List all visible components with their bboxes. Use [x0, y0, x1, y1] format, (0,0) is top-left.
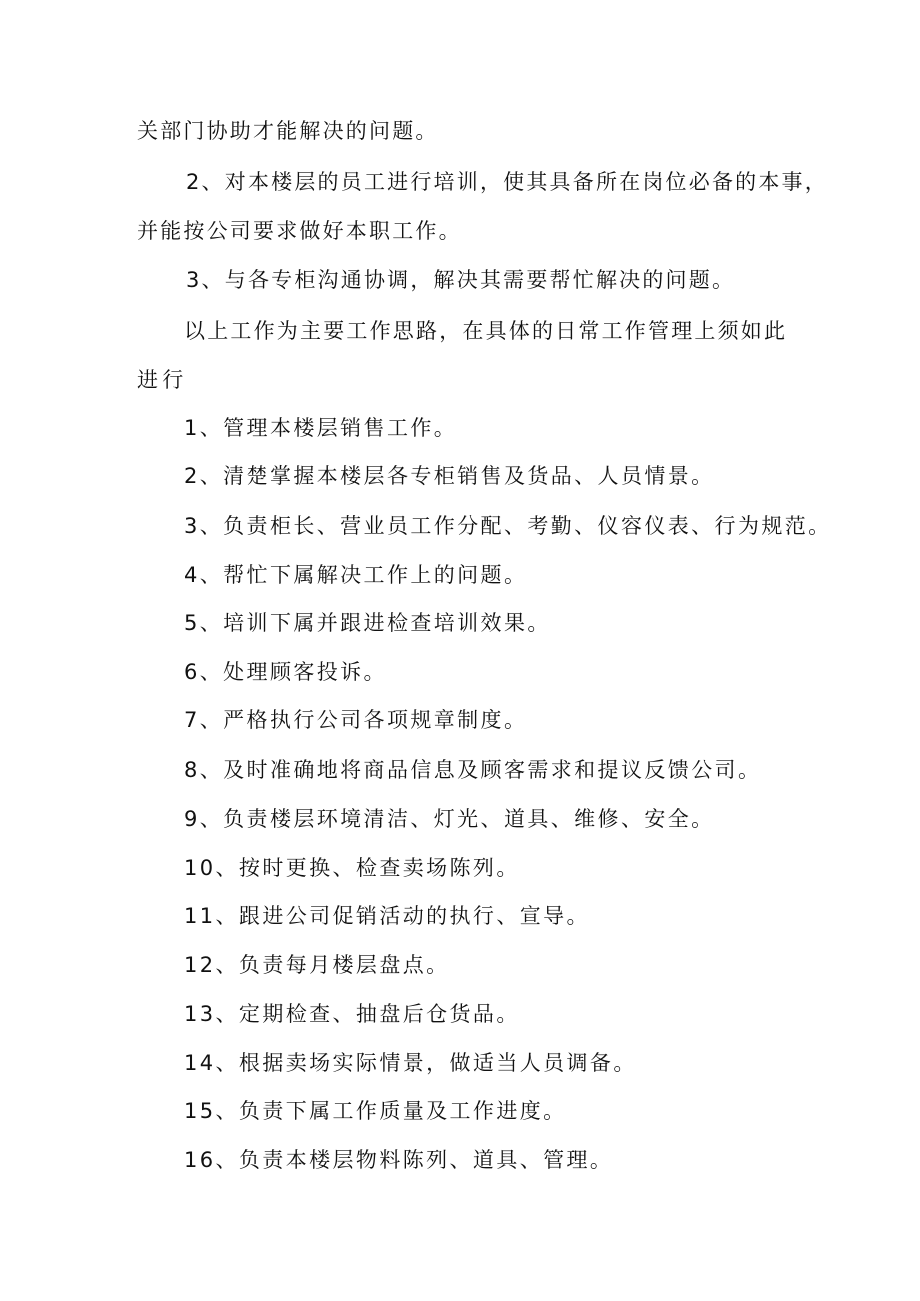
summary-line-1: 以上工作为主要工作思路，在具体的日常工作管理上须如此 [184, 319, 788, 343]
list-item: 11、跟进公司促销活动的执行、宣导。 [184, 904, 590, 928]
continuation-line: 关部门协助才能解决的问题。 [137, 119, 439, 143]
list-item: 8、及时准确地将商品信息及顾客需求和提议反馈公司。 [184, 758, 762, 782]
paragraph-2-line-1: 2、对本楼层的员工进行培训，使其具备所在岗位必备的本事， [186, 170, 828, 194]
list-item: 9、负责楼层环境清洁、灯光、道具、维修、安全。 [184, 807, 715, 831]
list-item: 7、严格执行公司各项规章制度。 [184, 708, 528, 732]
list-item: 10、按时更换、检查卖场陈列。 [184, 856, 520, 880]
list-item: 5、培训下属并跟进检查培训效果。 [184, 611, 551, 635]
list-item: 14、根据卖场实际情景，做适当人员调备。 [184, 1051, 637, 1075]
list-item: 3、负责柜长、营业员工作分配、考勤、仪容仪表、行为规范。 [184, 514, 832, 538]
summary-line-2: 进行 [137, 368, 188, 392]
list-item: 4、帮忙下属解决工作上的问题。 [184, 563, 528, 587]
list-item: 6、处理顾客投诉。 [184, 660, 387, 684]
list-item: 16、负责本楼层物料陈列、道具、管理。 [184, 1148, 614, 1172]
paragraph-3: 3、与各专柜沟通协调，解决其需要帮忙解决的问题。 [186, 268, 736, 292]
list-item: 2、清楚掌握本楼层各专柜销售及货品、人员情景。 [184, 464, 715, 488]
list-item: 1、管理本楼层销售工作。 [184, 416, 458, 440]
list-item: 13、定期检查、抽盘后仓货品。 [184, 1002, 520, 1026]
list-item: 12、负责每月楼层盘点。 [184, 953, 450, 977]
paragraph-2-line-2: 并能按公司要求做好本职工作。 [137, 219, 462, 243]
list-item: 15、负责下属工作质量及工作进度。 [184, 1099, 567, 1123]
